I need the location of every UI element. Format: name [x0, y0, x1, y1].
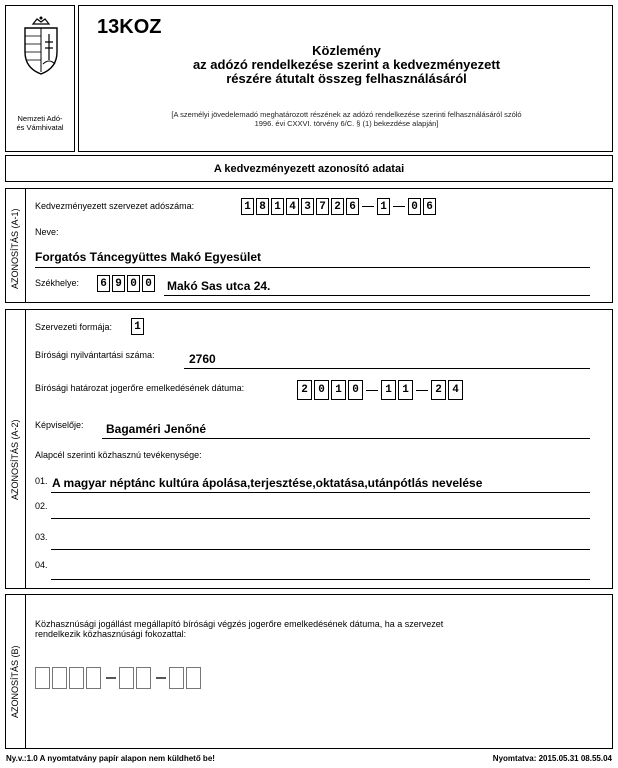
b-date-separator — [156, 677, 166, 679]
date-digit[interactable]: 2 — [431, 380, 446, 400]
tax-id-digit[interactable]: 1 — [271, 198, 284, 215]
tax-id-digit[interactable]: 6 — [346, 198, 359, 215]
activity-num-4: 04. — [35, 560, 48, 570]
final-date-label: Bírósági határozat jogerőre emelkedésének dátuma: — [35, 383, 245, 393]
b-date-digit[interactable] — [69, 667, 84, 689]
b-description — [35, 619, 443, 639]
date-digit[interactable]: 1 — [331, 380, 346, 400]
date-digit[interactable]: 0 — [348, 380, 363, 400]
agency-name — [6, 114, 74, 132]
b-date-digit[interactable] — [186, 667, 201, 689]
org-form-digit[interactable]: 1 — [131, 318, 144, 335]
section-b — [5, 594, 613, 749]
activity-num-1: 01. — [35, 476, 48, 486]
date-digit[interactable]: 1 — [398, 380, 413, 400]
court-reg-label: Bírósági nyilvántartási száma: — [35, 350, 155, 360]
seat-label: Székhelye: — [35, 278, 80, 288]
org-form-label: Szervezeti formája: — [35, 322, 113, 332]
address-value[interactable]: Makó Sas utca 24. — [167, 279, 271, 293]
footer-right: Nyomtatva: 2015.05.31 08.55.04 — [492, 754, 612, 763]
rep-underline — [102, 438, 590, 439]
postcode-field[interactable] — [97, 275, 157, 292]
b-side-column — [6, 595, 26, 748]
title-line-1: Közlemény — [312, 43, 381, 58]
tax-id-field[interactable] — [241, 198, 438, 215]
activity-underline-3 — [51, 549, 590, 550]
court-reg-value[interactable]: 2760 — [189, 352, 216, 366]
a1-side-column — [6, 189, 26, 302]
section-a1 — [5, 188, 613, 303]
section-title-box — [5, 155, 613, 182]
date-digit[interactable]: 2 — [297, 380, 312, 400]
tax-id-label: Kedvezményezett szervezet adószáma: — [35, 201, 195, 211]
form-code: 13KOZ — [97, 16, 162, 38]
b-date-separator — [106, 677, 116, 679]
title-line-3: részére átutalt összeg felhasználásáról — [226, 71, 467, 86]
footer-left: Ny.v.:1.0 A nyomtatvány papír alapon nem küldhető be! — [6, 754, 215, 763]
tax-id-digit[interactable]: 1 — [241, 198, 254, 215]
date-separator — [416, 390, 428, 391]
date-digit[interactable]: 1 — [381, 380, 396, 400]
postcode-digit[interactable]: 6 — [97, 275, 110, 292]
agency-line-2: és Vámhivatal — [16, 123, 64, 132]
rep-value[interactable]: Bagaméri Jenőné — [106, 422, 207, 436]
activity-label: Alapcél szerinti közhasznú tevékenysége: — [35, 450, 202, 460]
tax-id-digit[interactable]: 8 — [256, 198, 269, 215]
activity-underline-1 — [51, 492, 590, 493]
activity-underline-2 — [51, 518, 590, 519]
b-date-digit[interactable] — [136, 667, 151, 689]
b-date-digit[interactable] — [35, 667, 50, 689]
tax-id-digit[interactable]: 1 — [377, 198, 390, 215]
date-digit[interactable]: 0 — [314, 380, 329, 400]
agency-line-1: Nemzeti Adó- — [17, 114, 63, 123]
b-date-digit[interactable] — [169, 667, 184, 689]
agency-box — [5, 5, 75, 152]
activity-num-2: 02. — [35, 501, 48, 511]
title-line-2: az adózó rendelkezése szerint a kedvezményezett — [192, 57, 501, 72]
rep-label: Képviselője: — [35, 420, 84, 430]
form-title — [79, 44, 614, 86]
final-date-field[interactable] — [297, 380, 465, 400]
court-reg-underline — [184, 368, 590, 369]
postcode-digit[interactable]: 0 — [142, 275, 155, 292]
postcode-digit[interactable]: 9 — [112, 275, 125, 292]
name-label: Neve: — [35, 227, 59, 237]
activity-text-1[interactable]: A magyar néptánc kultúra ápolása,terjesztése,oktatása,utánpótlás nevelése — [52, 476, 483, 490]
tax-id-digit[interactable]: 0 — [408, 198, 421, 215]
a2-side-column — [6, 310, 26, 588]
date-separator — [366, 390, 378, 391]
b-date-digit[interactable] — [119, 667, 134, 689]
section-a2 — [5, 309, 613, 589]
tax-id-digit[interactable]: 2 — [331, 198, 344, 215]
activity-underline-4 — [51, 579, 590, 580]
title-box — [78, 5, 613, 152]
date-digit[interactable]: 4 — [448, 380, 463, 400]
tax-id-digit[interactable]: 7 — [316, 198, 329, 215]
org-form-field[interactable] — [131, 318, 146, 335]
legal-reference — [79, 110, 614, 128]
tax-id-digit[interactable]: 4 — [286, 198, 299, 215]
coat-of-arms-icon — [19, 16, 63, 78]
tax-id-digit[interactable]: 6 — [423, 198, 436, 215]
a2-side-label: AZONOSÍTÁS (A-2) — [10, 419, 20, 500]
a1-side-label: AZONOSÍTÁS (A-1) — [10, 208, 20, 289]
b-date-digit[interactable] — [52, 667, 67, 689]
b-date-digit[interactable] — [86, 667, 101, 689]
tax-id-separator — [362, 206, 374, 207]
name-underline — [35, 267, 590, 268]
b-side-label: AZONOSÍTÁS (B) — [10, 645, 20, 718]
tax-id-separator — [393, 206, 405, 207]
b-description-line-2: rendelkezik közhasznúsági fokozattal: — [35, 629, 187, 639]
postcode-digit[interactable]: 0 — [127, 275, 140, 292]
legal-ref-line-1: [A személyi jövedelemadó meghatározott részének az adózó rendelkezése szerinti felhasználásáról szóló — [171, 110, 522, 119]
activity-num-3: 03. — [35, 532, 48, 542]
section-title: A kedvezményezett azonosító adatai — [213, 163, 405, 175]
name-value[interactable]: Forgatós Táncegyüttes Makó Egyesület — [35, 250, 262, 264]
legal-ref-line-2: 1996. évi CXXVI. törvény 6/C. § (1) bekezdése alapján] — [254, 119, 439, 128]
b-description-line-1: Közhasznúsági jogállást megállapító bírósági végzés jogerőre emelkedésének dátuma, ha a szervezet — [35, 619, 444, 629]
address-underline — [164, 295, 590, 296]
tax-id-digit[interactable]: 3 — [301, 198, 314, 215]
b-date-field[interactable] — [35, 667, 203, 689]
